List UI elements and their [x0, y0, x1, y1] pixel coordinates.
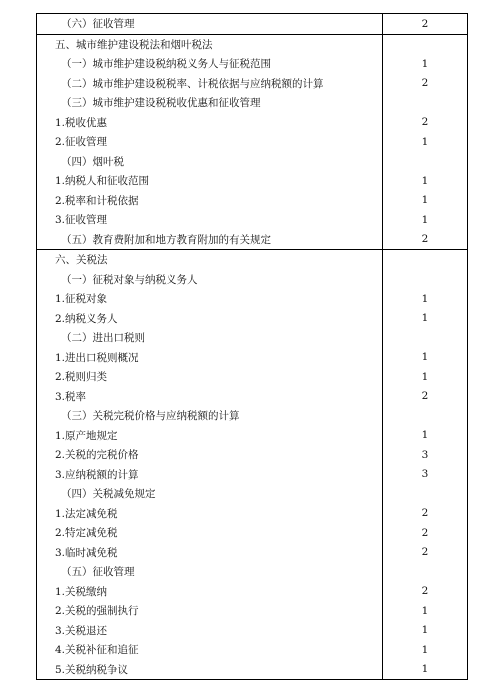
- table-row: [37, 210, 467, 230]
- table-row: [37, 543, 467, 563]
- table-row: [37, 14, 467, 34]
- row-label: （六）征收管理: [37, 14, 383, 34]
- row-label: （二）城市维护建设税税率、计税依据与应纳税额的计算: [37, 74, 383, 94]
- row-value: 1: [421, 292, 429, 305]
- row-value: 3: [421, 448, 429, 461]
- table-row: [37, 328, 467, 348]
- table-row: [37, 191, 467, 211]
- table-row: [37, 601, 467, 621]
- table-row: [37, 309, 467, 329]
- row-label: （四）关税减免规定: [37, 484, 383, 504]
- table-row: [37, 445, 467, 465]
- table-row: [37, 270, 467, 290]
- row-label: （四）烟叶税: [37, 152, 383, 172]
- row-label: 五、城市维护建设税法和烟叶税法: [37, 35, 383, 55]
- row-value: [383, 562, 467, 582]
- table-row: [37, 152, 467, 172]
- row-label: 3.应纳税额的计算: [37, 465, 383, 485]
- row-value: 1: [421, 213, 429, 226]
- row-value: 2: [421, 77, 429, 90]
- row-value: 2: [421, 546, 429, 559]
- row-label: 2.征收管理: [37, 132, 383, 152]
- row-value: 2: [421, 526, 429, 539]
- table-section-top: [37, 14, 467, 35]
- row-value: 1: [421, 643, 429, 656]
- table-row: [37, 387, 467, 407]
- row-label: 4.关税补征和追征: [37, 640, 383, 660]
- table-row: [37, 465, 467, 485]
- row-label: （一）征税对象与纳税义务人: [37, 270, 383, 290]
- row-label: 2.关税的强制执行: [37, 601, 383, 621]
- table-row: [37, 367, 467, 387]
- row-value: 1: [421, 194, 429, 207]
- table-row: [37, 250, 467, 270]
- row-value: 1: [421, 663, 429, 676]
- table-row: [37, 582, 467, 602]
- table-row: [37, 660, 467, 680]
- row-value: [383, 93, 467, 113]
- table-row: [37, 640, 467, 660]
- row-label: 1.纳税人和征收范围: [37, 171, 383, 191]
- table-row: [37, 621, 467, 641]
- table-row: [37, 171, 467, 191]
- row-label: 2.税率和计税依据: [37, 191, 383, 211]
- row-value: 1: [421, 57, 429, 70]
- row-label: （二）进出口税则: [37, 328, 383, 348]
- table-section-urban-tax: [37, 35, 467, 251]
- row-value: [383, 328, 467, 348]
- row-value: 2: [421, 390, 429, 403]
- row-value: 1: [421, 370, 429, 383]
- row-label: 1.法定减免税: [37, 504, 383, 524]
- row-label: 3.临时减免税: [37, 543, 383, 563]
- row-label: 1.进出口税则概况: [37, 348, 383, 368]
- row-value: 2: [421, 233, 429, 246]
- row-value: 2: [421, 507, 429, 520]
- row-label: 3.税率: [37, 387, 383, 407]
- row-label: （五）征收管理: [37, 562, 383, 582]
- row-label: 3.关税退还: [37, 621, 383, 641]
- row-value: 1: [421, 174, 429, 187]
- table-row: [37, 562, 467, 582]
- row-label: 1.税收优惠: [37, 113, 383, 133]
- row-label: 1.原产地规定: [37, 426, 383, 446]
- row-value: 1: [421, 429, 429, 442]
- table-row: [37, 504, 467, 524]
- row-value: 1: [421, 351, 429, 364]
- row-label: 1.征税对象: [37, 289, 383, 309]
- row-label: 2.纳税义务人: [37, 309, 383, 329]
- table-row: [37, 426, 467, 446]
- table-row: [37, 54, 467, 74]
- row-value: 2: [421, 17, 429, 30]
- row-value: 2: [421, 116, 429, 129]
- table-row: [37, 35, 467, 55]
- table-row: [37, 113, 467, 133]
- row-value: [383, 270, 467, 290]
- table-row: [37, 523, 467, 543]
- row-value: 1: [421, 604, 429, 617]
- table-row: [37, 230, 467, 250]
- row-label: 2.关税的完税价格: [37, 445, 383, 465]
- syllabus-table: [36, 13, 468, 680]
- table-row: [37, 74, 467, 94]
- row-label: 3.征收管理: [37, 210, 383, 230]
- row-label: 1.关税缴纳: [37, 582, 383, 602]
- row-label: 2.特定减免税: [37, 523, 383, 543]
- row-value: [383, 250, 467, 270]
- row-value: [383, 484, 467, 504]
- row-label: （三）城市维护建设税税收优惠和征收管理: [37, 93, 383, 113]
- row-value: [383, 406, 467, 426]
- row-value: 3: [421, 468, 429, 481]
- row-value: 1: [421, 624, 429, 637]
- row-label: 2.税则归类: [37, 367, 383, 387]
- row-value: [383, 152, 467, 172]
- table-row: [37, 289, 467, 309]
- table-row: [37, 93, 467, 113]
- row-label: （三）关税完税价格与应纳税额的计算: [37, 406, 383, 426]
- row-label: 5.关税纳税争议: [37, 660, 383, 680]
- row-value: 2: [421, 585, 429, 598]
- row-value: 1: [421, 312, 429, 325]
- table-section-customs-tax: [37, 250, 467, 679]
- row-value: 1: [421, 135, 429, 148]
- row-value: [383, 35, 467, 55]
- row-label: （五）教育费附加和地方教育附加的有关规定: [37, 230, 383, 250]
- table-row: [37, 406, 467, 426]
- table-row: [37, 348, 467, 368]
- table-row: [37, 484, 467, 504]
- table-row: [37, 132, 467, 152]
- row-label: 六、关税法: [37, 250, 383, 270]
- row-label: （一）城市维护建设税纳税义务人与征税范围: [37, 54, 383, 74]
